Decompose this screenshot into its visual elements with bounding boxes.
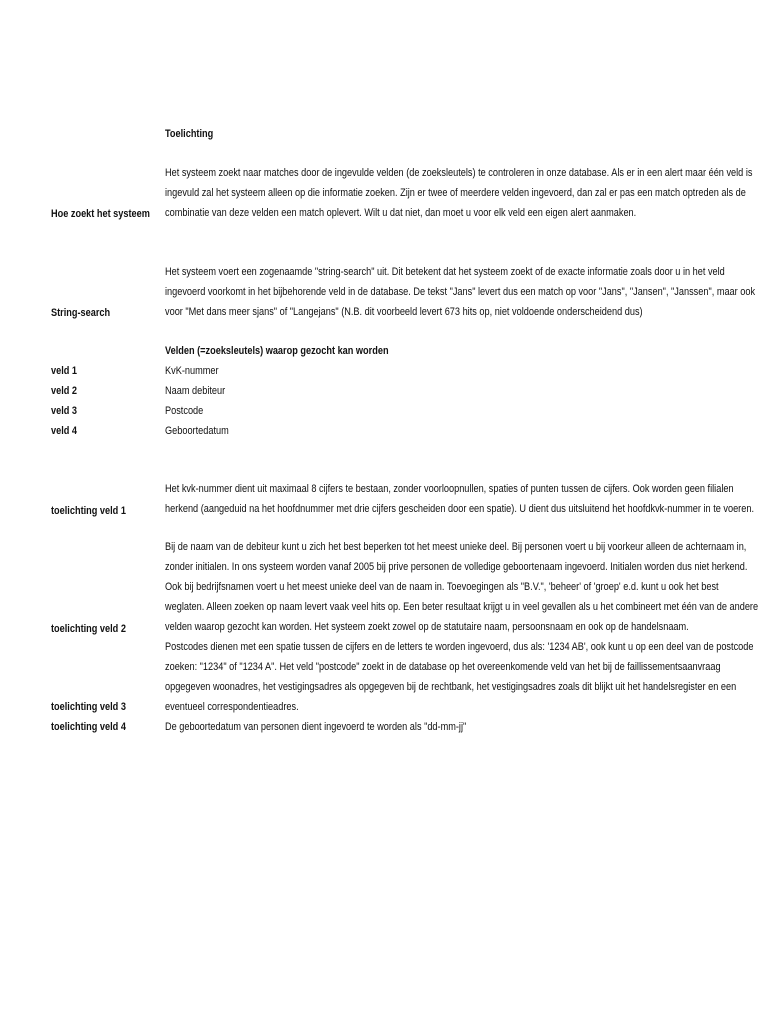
toelichting-veld-1-paragraph — [165, 479, 754, 519]
paragraph-line: zoeken: "1234" of "1234 A". Het veld "postcode" zoekt in de database op het overeenkomende veld van het bij de faillissementsaanvraag — [165, 661, 721, 673]
paragraph-line: zonder initialen. In ons systeem worden vanaf 2005 bij prive personen de volledige geboortenaam ingevoerd. Initialen worden dus niet herkend. — [165, 561, 748, 573]
paragraph-line: herkend (aangeduid na het hoofdnummer met drie cijfers gescheiden door een spatie). U dient dus uitsluitend het hoofdkvk-nummer in te voeren. — [165, 503, 755, 515]
paragraph-line: ingevoerd voorkomt in het bijbehorende veld in de database. De tekst "Jans" levert dus een match op voor "Jans", "Jansen", "Janssen", maar ook — [165, 286, 756, 298]
label-veld-4: veld 4 — [51, 425, 78, 437]
paragraph-line: Ook bij bedrijfsnamen voert u het meest unieke deel van de naam in. Toevoegingen als "B.V.", 'beheer' of 'groep' e.d. kunt u ook het best — [165, 581, 719, 593]
label-veld-3: veld 3 — [51, 405, 78, 417]
label-veld-1: veld 1 — [51, 365, 78, 377]
label-toelichting-veld-1: toelichting veld 1 — [51, 505, 126, 517]
veld-3-value: Postcode — [165, 405, 204, 417]
toelichting-veld-2-paragraph — [165, 537, 758, 637]
paragraph-line: Het kvk-nummer dient uit maximaal 8 cijfers te bestaan, zonder voorloopnullen, spaties of punten tussen de cijfers. Ook worden geen filialen — [165, 483, 734, 495]
paragraph-line: combinatie van deze velden een match oplevert. Wilt u dat niet, dan moet u voor elk veld een eigen alert aanmaken. — [165, 207, 637, 219]
paragraph-line: Bij de naam van de debiteur kunt u zich het best beperken tot het meest unieke deel. Bij personen voert u bij voorkeur alleen de achternaam in, — [165, 541, 747, 553]
paragraph-line: weglaten. Alleen zoeken op naam levert vaak veel hits op. Een beter resultaat krijgt u in veel gevallen als u het combineert met één van de andere — [165, 601, 759, 613]
paragraph-line: opgegeven woonadres, het vestigingsadres als opgegeven bij de rechtbank, het vestigingsadres zoals dit blijkt uit het handelsregister en een — [165, 681, 737, 693]
velden-heading: Velden (=zoeksleutels) waarop gezocht kan worden — [165, 345, 389, 357]
label-veld-2: veld 2 — [51, 385, 78, 397]
label-string-search: String-search — [51, 307, 111, 319]
label-toelichting-veld-3: toelichting veld 3 — [51, 701, 126, 713]
paragraph-line: eventueel correspondentieadres. — [165, 701, 299, 713]
toelichting-veld-4-text: De geboortedatum van personen dient ingevoerd te worden als "dd-mm-jj" — [165, 721, 467, 733]
toelichting-veld-3-paragraph — [165, 637, 753, 717]
paragraph-line: Het systeem zoekt naar matches door de ingevulde velden (de zoeksleutels) te controleren in onze database. Als er in een alert maar één veld is — [165, 167, 753, 179]
string-search-paragraph — [165, 262, 755, 322]
label-toelichting-veld-4: toelichting veld 4 — [51, 721, 126, 733]
veld-4-value: Geboortedatum — [165, 425, 229, 437]
label-toelichting-veld-2: toelichting veld 2 — [51, 623, 126, 635]
veld-1-value: KvK-nummer — [165, 365, 219, 377]
hoe-zoekt-paragraph — [165, 163, 752, 223]
paragraph-line: Postcodes dienen met een spatie tussen de cijfers en de letters te worden ingevoerd, dus als: '1234 AB', ook kunt u op een deel van de postcode — [165, 641, 754, 653]
paragraph-line: voor "Met dans meer sjans" of "Langejans" (N.B. dit voorbeeld levert 673 hits op, niet voldoende onderscheidend dus) — [165, 306, 643, 318]
paragraph-line: ingevuld zal het systeem alleen op die informatie zoeken. Zijn er twee of meerdere velden ingevoerd, dan zal er pas een match optreden als de — [165, 187, 746, 199]
veld-2-value: Naam debiteur — [165, 385, 226, 397]
paragraph-line: velden waarop gezocht kan worden. Het systeem zoekt zowel op de statutaire naam, persoonsnaam en ook op de handelsnaam. — [165, 621, 689, 633]
page-heading: Toelichting — [165, 128, 214, 140]
paragraph-line: Het systeem voert een zogenaamde "string-search" uit. Dit betekent dat het systeem zoekt of de exacte informatie zoals door u in het veld — [165, 266, 725, 278]
label-hoe-zoekt: Hoe zoekt het systeem — [51, 208, 150, 220]
